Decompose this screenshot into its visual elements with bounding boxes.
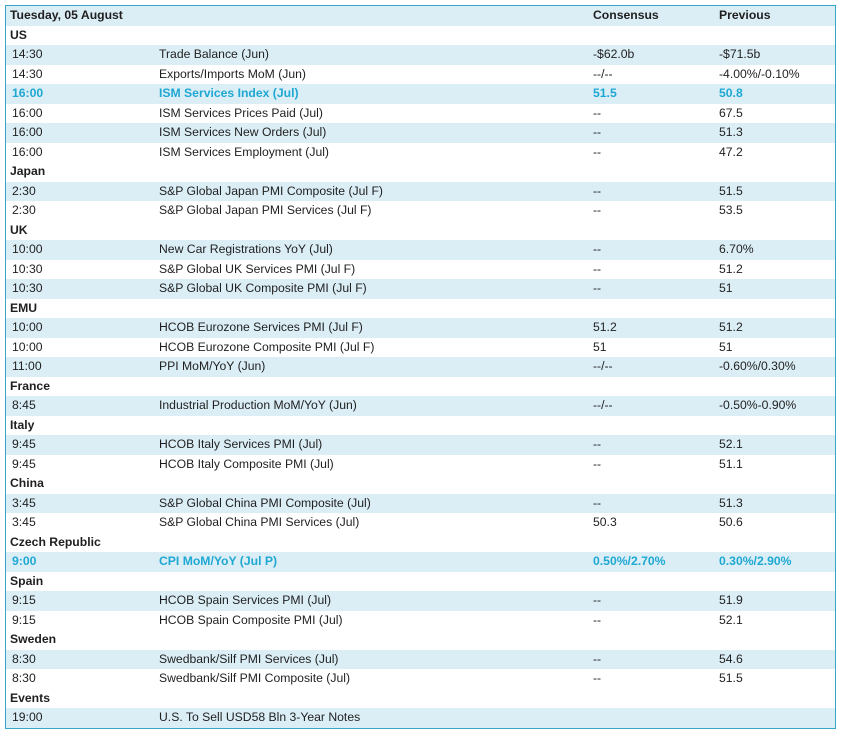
event-row [6,84,835,104]
event-name: ISM Services Employment (Jul) [159,144,329,159]
event-time: 8:30 [12,671,36,685]
event-time: 10:00 [12,339,43,354]
event-row [6,357,835,377]
event-name: Industrial Production MoM/YoY (Jun) [159,398,357,412]
event-time: 3:45 [12,515,36,529]
event-consensus: -- [593,651,602,666]
event-time: 10:30 [12,281,43,295]
country-name: Czech Republic [10,534,101,549]
country-row [6,162,835,182]
country-row [6,689,835,709]
event-name: ISM Services New Orders (Jul) [159,125,327,139]
event-consensus: 51.2 [593,320,617,334]
event-time: 3:45 [12,495,36,510]
event-time: 9:45 [12,456,36,471]
event-name: S&P Global Japan PMI Services (Jul F) [159,203,372,217]
event-previous: 51 [719,339,733,354]
event-row [6,260,835,280]
event-time: 11:00 [12,359,42,373]
event-consensus: --/-- [593,66,613,81]
country-name: Events [10,690,50,705]
previous-heading: Previous [719,8,771,22]
event-previous: 51.5 [719,183,743,198]
event-time: 10:00 [12,320,43,334]
event-name: ISM Services Prices Paid (Jul) [159,105,323,120]
event-previous: 50.8 [719,86,743,100]
event-previous: 67.5 [719,105,743,120]
country-row [6,572,835,592]
event-name: HCOB Italy Composite PMI (Jul) [159,456,334,471]
event-name: Exports/Imports MoM (Jun) [159,66,306,81]
country-name: EMU [10,300,38,315]
event-name: S&P Global UK Composite PMI (Jul F) [159,281,367,295]
event-consensus: 50.3 [593,515,617,529]
event-previous: -4.00%/-0.10% [719,66,800,81]
event-previous: -0.50%-0.90% [719,398,797,412]
event-consensus: -- [593,144,602,159]
country-name: Spain [10,573,44,588]
event-previous: 51 [719,281,733,295]
event-previous: 51.3 [719,495,743,510]
event-previous: 47.2 [719,144,743,159]
event-row [6,182,835,202]
event-previous: 51.5 [719,671,743,685]
event-time: 2:30 [12,183,36,198]
event-previous: 51.3 [719,125,743,139]
event-name: CPI MoM/YoY (Jul P) [159,554,278,568]
event-previous: 51.1 [719,456,743,471]
event-consensus: -- [593,437,602,451]
date-heading: Tuesday, 05 August [10,8,123,22]
event-name: S&P Global Japan PMI Composite (Jul F) [159,183,383,198]
event-consensus: -- [593,105,602,120]
calendar-rows [6,26,835,728]
event-name: S&P Global China PMI Composite (Jul) [159,495,371,510]
event-row [6,455,835,475]
event-row [6,669,835,689]
event-name: Trade Balance (Jun) [159,47,269,61]
event-consensus: -- [593,671,602,685]
event-time: 14:30 [12,47,43,61]
event-consensus: 51 [593,339,607,354]
country-row [6,416,835,436]
event-time: 16:00 [12,144,43,159]
country-name: China [10,476,44,490]
event-consensus: --/-- [593,398,613,412]
event-time: 10:30 [12,261,43,276]
event-consensus: -$62.0b [593,47,635,61]
event-name: Swedbank/Silf PMI Services (Jul) [159,651,339,666]
event-row [6,123,835,143]
event-time: 10:00 [12,242,43,256]
country-row [6,630,835,650]
event-consensus: -- [593,456,602,471]
event-consensus: 0.50%/2.70% [593,554,666,568]
event-name: Swedbank/Silf PMI Composite (Jul) [159,671,351,685]
event-name: HCOB Spain Composite PMI (Jul) [159,612,343,627]
event-previous: 6.70% [719,242,754,256]
event-consensus: -- [593,281,602,295]
country-name: Italy [10,417,35,432]
event-previous: -$71.5b [719,47,761,61]
event-consensus: -- [593,261,602,276]
event-row [6,611,835,631]
event-previous: 52.1 [719,612,743,627]
country-name: UK [10,222,28,237]
event-name: HCOB Italy Services PMI (Jul) [159,437,323,451]
consensus-heading: Consensus [593,8,659,22]
event-consensus: -- [593,125,602,139]
event-time: 19:00 [12,710,43,724]
event-name: HCOB Eurozone Composite PMI (Jul F) [159,339,375,354]
event-row [6,591,835,611]
event-row [6,201,835,221]
event-row [6,650,835,670]
event-row [6,708,835,728]
event-previous: 52.1 [719,437,743,451]
economic-calendar-table [5,5,836,729]
country-row [6,26,835,46]
event-time: 9:15 [12,612,36,627]
event-time: 8:45 [12,398,36,412]
event-name: New Car Registrations YoY (Jul) [159,242,333,256]
country-name: Japan [10,164,46,178]
event-previous: 54.6 [719,651,743,666]
event-name: ISM Services Index (Jul) [159,86,299,100]
event-consensus: -- [593,495,602,510]
country-name: France [10,378,50,393]
country-row [6,377,835,397]
event-time: 8:30 [12,651,36,666]
event-name: S&P Global China PMI Services (Jul) [159,515,360,529]
event-row [6,552,835,572]
country-row [6,221,835,241]
country-row [6,533,835,553]
event-row [6,45,835,65]
event-row [6,318,835,338]
event-previous: 0.30%/2.90% [719,554,792,568]
event-name: HCOB Eurozone Services PMI (Jul F) [159,320,363,334]
event-row [6,435,835,455]
country-row [6,474,835,494]
event-time: 16:00 [12,86,44,100]
event-consensus: 51.5 [593,86,617,100]
event-previous: 51.2 [719,261,743,276]
country-name: US [10,27,27,42]
event-name: U.S. To Sell USD58 Bln 3-Year Notes [159,710,361,724]
event-consensus: -- [593,203,602,217]
event-row [6,396,835,416]
country-name: Sweden [10,632,57,646]
event-row [6,240,835,260]
event-time: 2:30 [12,203,36,217]
event-name: S&P Global UK Services PMI (Jul F) [159,261,356,276]
event-time: 14:30 [12,66,43,81]
event-name: PPI MoM/YoY (Jun) [159,359,266,373]
event-consensus: --/-- [593,359,613,373]
event-name: HCOB Spain Services PMI (Jul) [159,593,332,607]
event-consensus: -- [593,593,602,607]
event-row [6,65,835,85]
event-row [6,494,835,514]
event-row [6,279,835,299]
event-consensus: -- [593,242,602,256]
event-consensus: -- [593,183,602,198]
event-previous: -0.60%/0.30% [719,359,796,373]
event-row [6,513,835,533]
event-previous: 53.5 [719,203,743,217]
event-previous: 51.2 [719,320,743,334]
event-row [6,104,835,124]
event-previous: 51.9 [719,593,743,607]
event-time: 16:00 [12,105,43,120]
table-header [6,6,835,26]
event-consensus: -- [593,612,602,627]
event-time: 9:00 [12,554,37,568]
event-row [6,143,835,163]
country-row [6,299,835,319]
event-time: 9:45 [12,437,36,451]
event-row [6,338,835,358]
event-previous: 50.6 [719,515,743,529]
event-time: 16:00 [12,125,43,139]
event-time: 9:15 [12,593,36,607]
